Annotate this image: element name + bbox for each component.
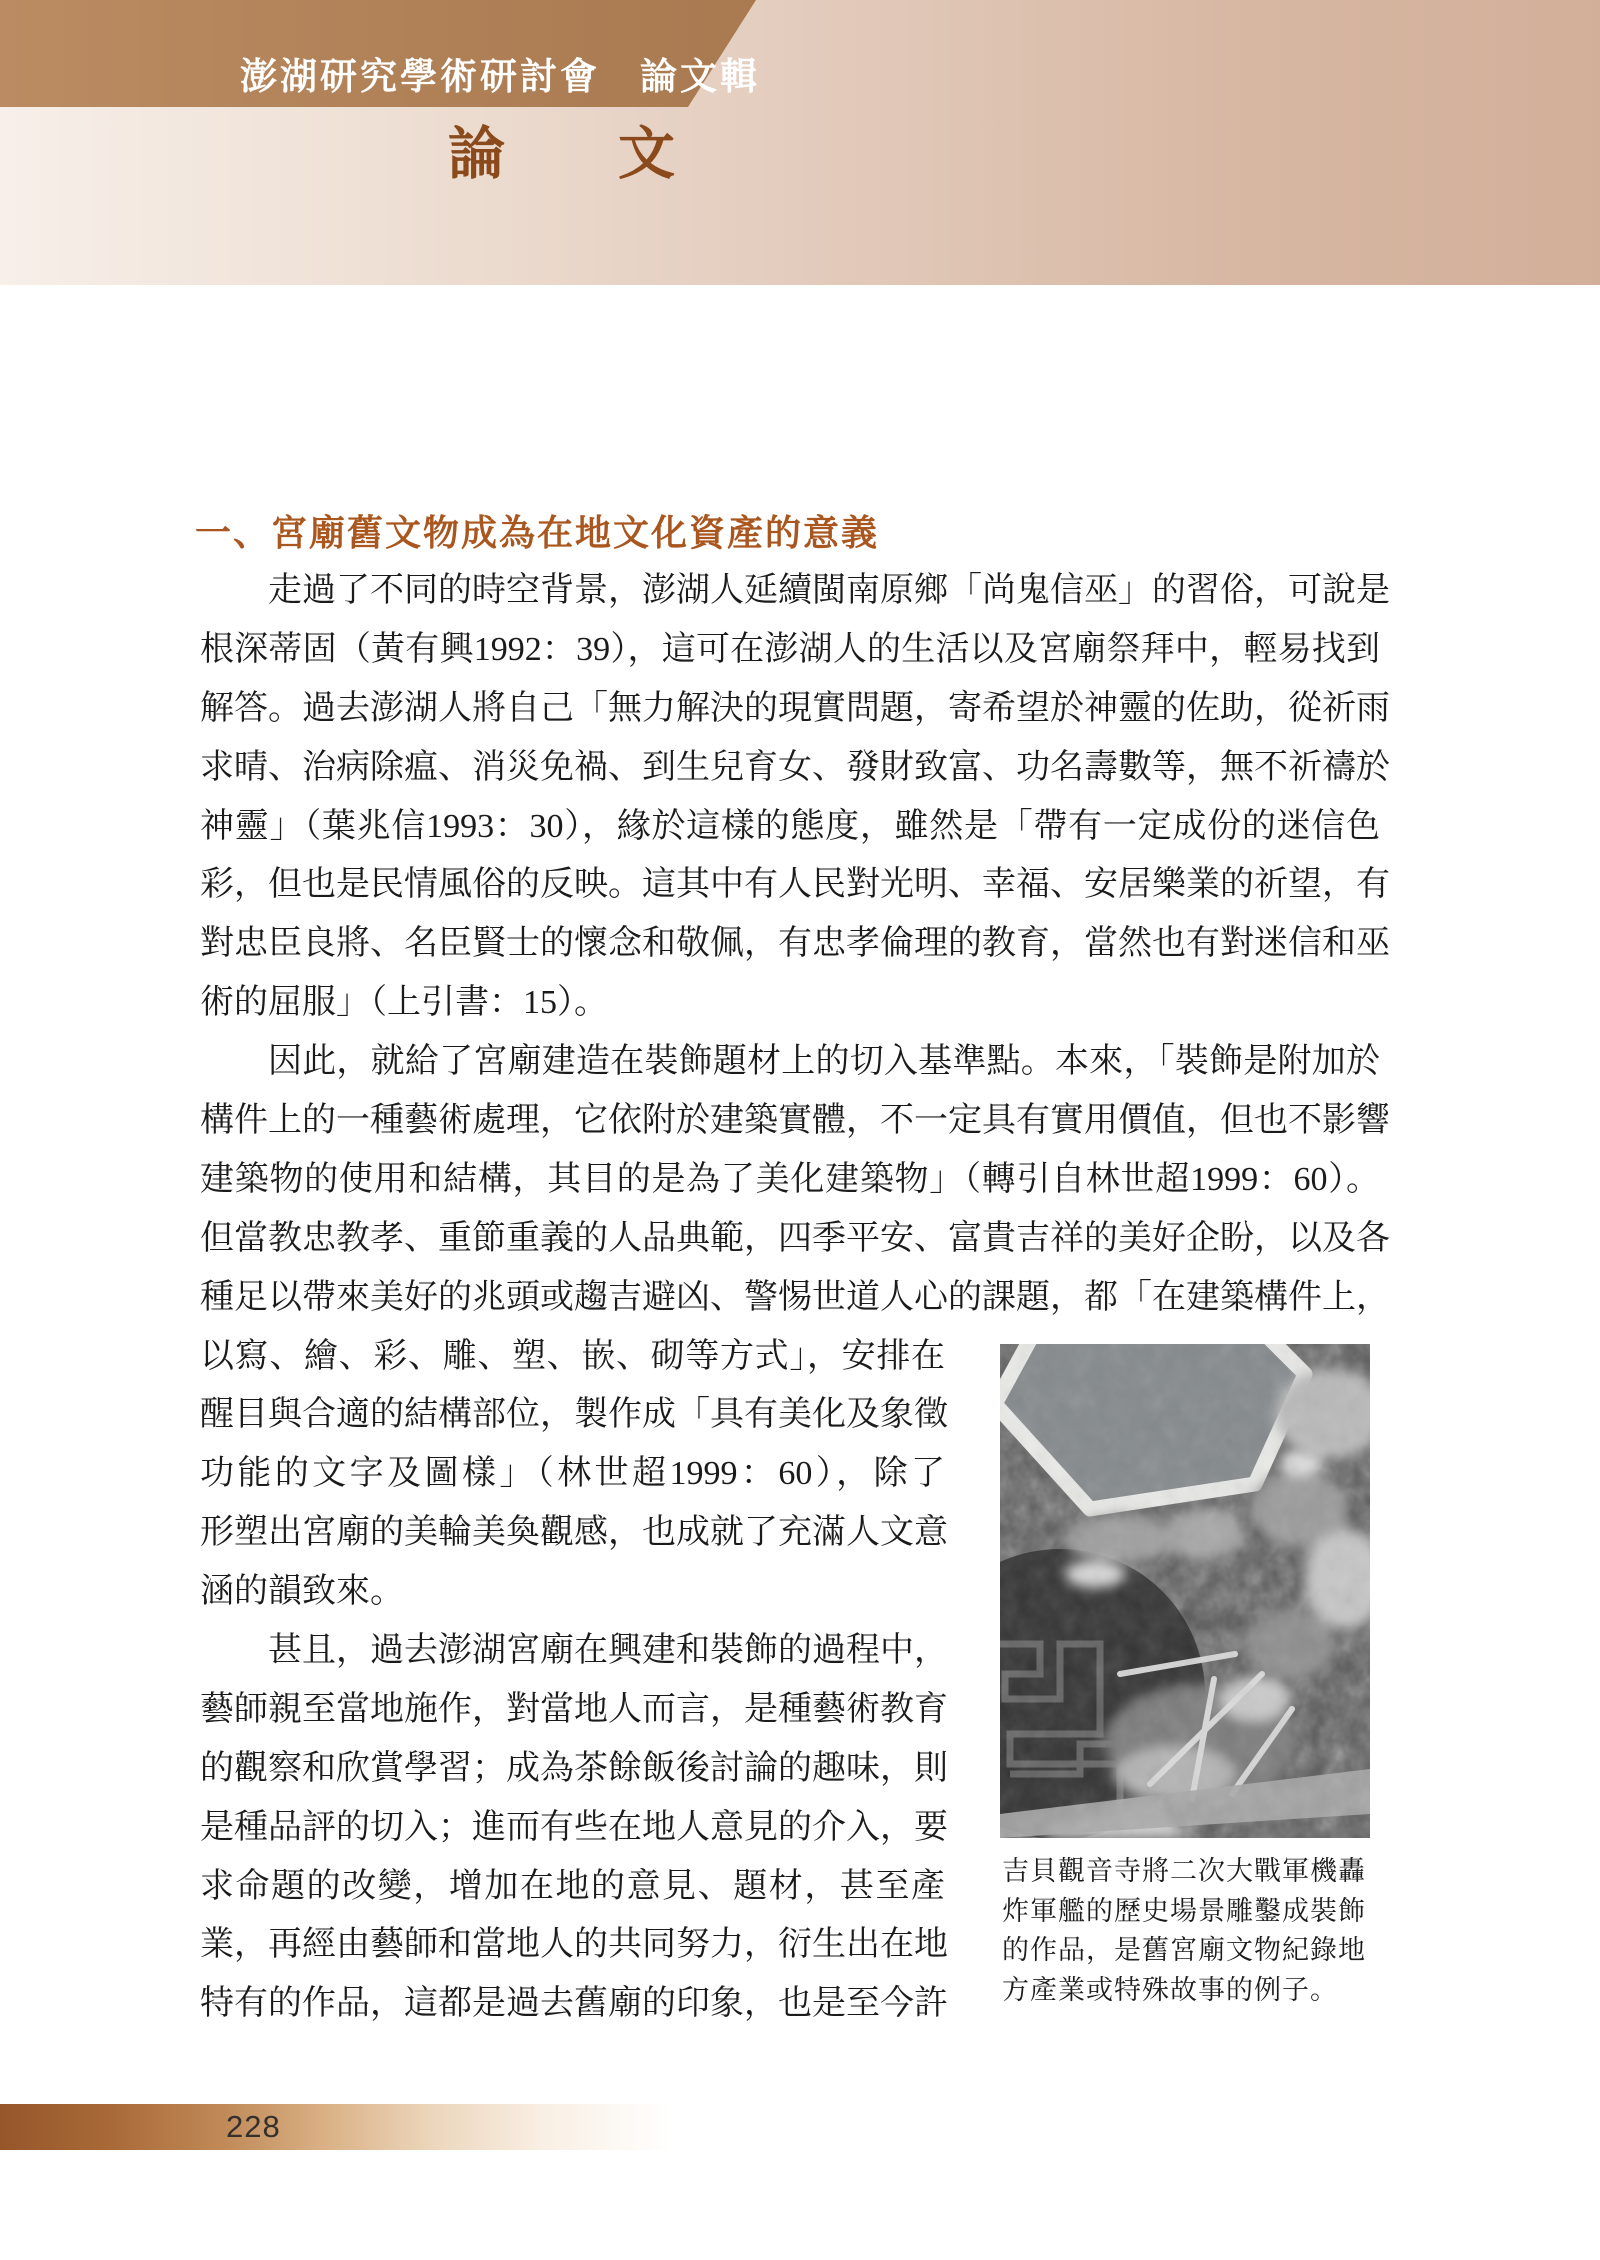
text-line: 神靈」（葉兆信1993：30），緣於這樣的態度，雖然是「帶有一定成份的迷信色 — [200, 807, 1380, 845]
text-line: 求晴、治病除瘟、消災免禍、到生兒育女、發財致富、功名壽數等，無不祈禱於 — [200, 748, 1390, 786]
text-line: 走過了不同的時空背景，澎湖人延續閩南原鄉「尚鬼信巫」的習俗，可說是 — [268, 572, 1390, 609]
text-line: 特有的作品，這都是過去舊廟的印象，也是至今許 — [200, 1985, 948, 2023]
text-line: 是種品評的切入；進而有些在地人意見的介入，要 — [200, 1808, 948, 1846]
footer-bar — [0, 2104, 1600, 2150]
text-line: 甚且，過去澎湖宮廟在興建和裝飾的過程中， — [268, 1632, 948, 1670]
temple-carving-photo-icon — [1000, 1344, 1370, 1838]
text-line: 根深蒂固（黃有興1992：39），這可在澎湖人的生活以及宮廟祭拜中，輕易找到 — [200, 630, 1380, 668]
text-line: 的觀察和欣賞學習；成為茶餘飯後討論的趣味，則 — [200, 1749, 948, 1787]
figure-photo — [1000, 1344, 1370, 1838]
text-line: 種足以帶來美好的兆頭或趨吉避凶、警惕世道人心的課題，都「在建築構件上， — [200, 1278, 1390, 1316]
text-line: 以寫、繪、彩、雕、塑、嵌、砌等方式」，安排在 — [200, 1337, 945, 1375]
caption-line: 方產業或特殊故事的例子。 — [1002, 1974, 1338, 2005]
text-line: 術的屈服」（上引書：15）。 — [200, 984, 608, 1022]
caption-line: 炸軍艦的歷史場景雕鑿成裝飾 — [1002, 1895, 1366, 1926]
text-line: 對忠臣良將、名臣賢士的懷念和敬佩，有忠孝倫理的教育，當然也有對迷信和巫 — [200, 925, 1390, 963]
text-line: 建築物的使用和結構，其目的是為了美化建築物」（轉引自林世超1999：60）。 — [200, 1160, 1380, 1198]
text-line: 醒目與合適的結構部位，製作成「具有美化及象徵 — [200, 1396, 948, 1434]
text-line: 彩，但也是民情風俗的反映。這其中有人民對光明、幸福、安居樂業的祈望，有 — [200, 866, 1390, 904]
text-line: 涵的韻致來。 — [200, 1573, 404, 1611]
text-line: 形塑出宮廟的美輪美奐觀感，也成就了充滿人文意 — [200, 1514, 948, 1552]
text-line: 因此，就給了宮廟建造在裝飾題材上的切入基準點。本來，「裝飾是附加於 — [268, 1043, 1380, 1081]
section-heading: 一、宮廟舊文物成為在地文化資產的意義 — [195, 513, 880, 553]
text-line: 藝師親至當地施作，對當地人而言，是種藝術教育 — [200, 1690, 948, 1728]
page-number: 228 — [226, 2109, 281, 2144]
page-title: 論 文 — [448, 123, 703, 186]
text-line: 構件上的一種藝術處理，它依附於建築實體，不一定具有實用價值，但也不影響 — [200, 1102, 1390, 1140]
text-line: 解答。過去澎湖人將自己「無力解決的現實問題，寄希望於神靈的佐助，從祈雨 — [200, 689, 1390, 727]
header-band-title: 澎湖研究學術研討會 論文輯 — [240, 57, 760, 98]
text-line: 業，再經由藝師和當地人的共同努力，衍生出在地 — [200, 1926, 948, 1964]
caption-line: 的作品，是舊宮廟文物紀錄地 — [1002, 1935, 1366, 1965]
text-line: 但當教忠教孝、重節重義的人品典範，四季平安、富貴吉祥的美好企盼，以及各 — [200, 1219, 1390, 1257]
caption-line: 吉貝觀音寺將二次大戰軍機轟 — [1002, 1856, 1366, 1886]
text-line: 功能的文字及圖樣」（林世超1999：60），除了 — [200, 1455, 945, 1493]
text-line: 求命題的改變，增加在地的意見、題材，甚至產 — [200, 1867, 945, 1905]
figure-caption — [1002, 1852, 1402, 2010]
